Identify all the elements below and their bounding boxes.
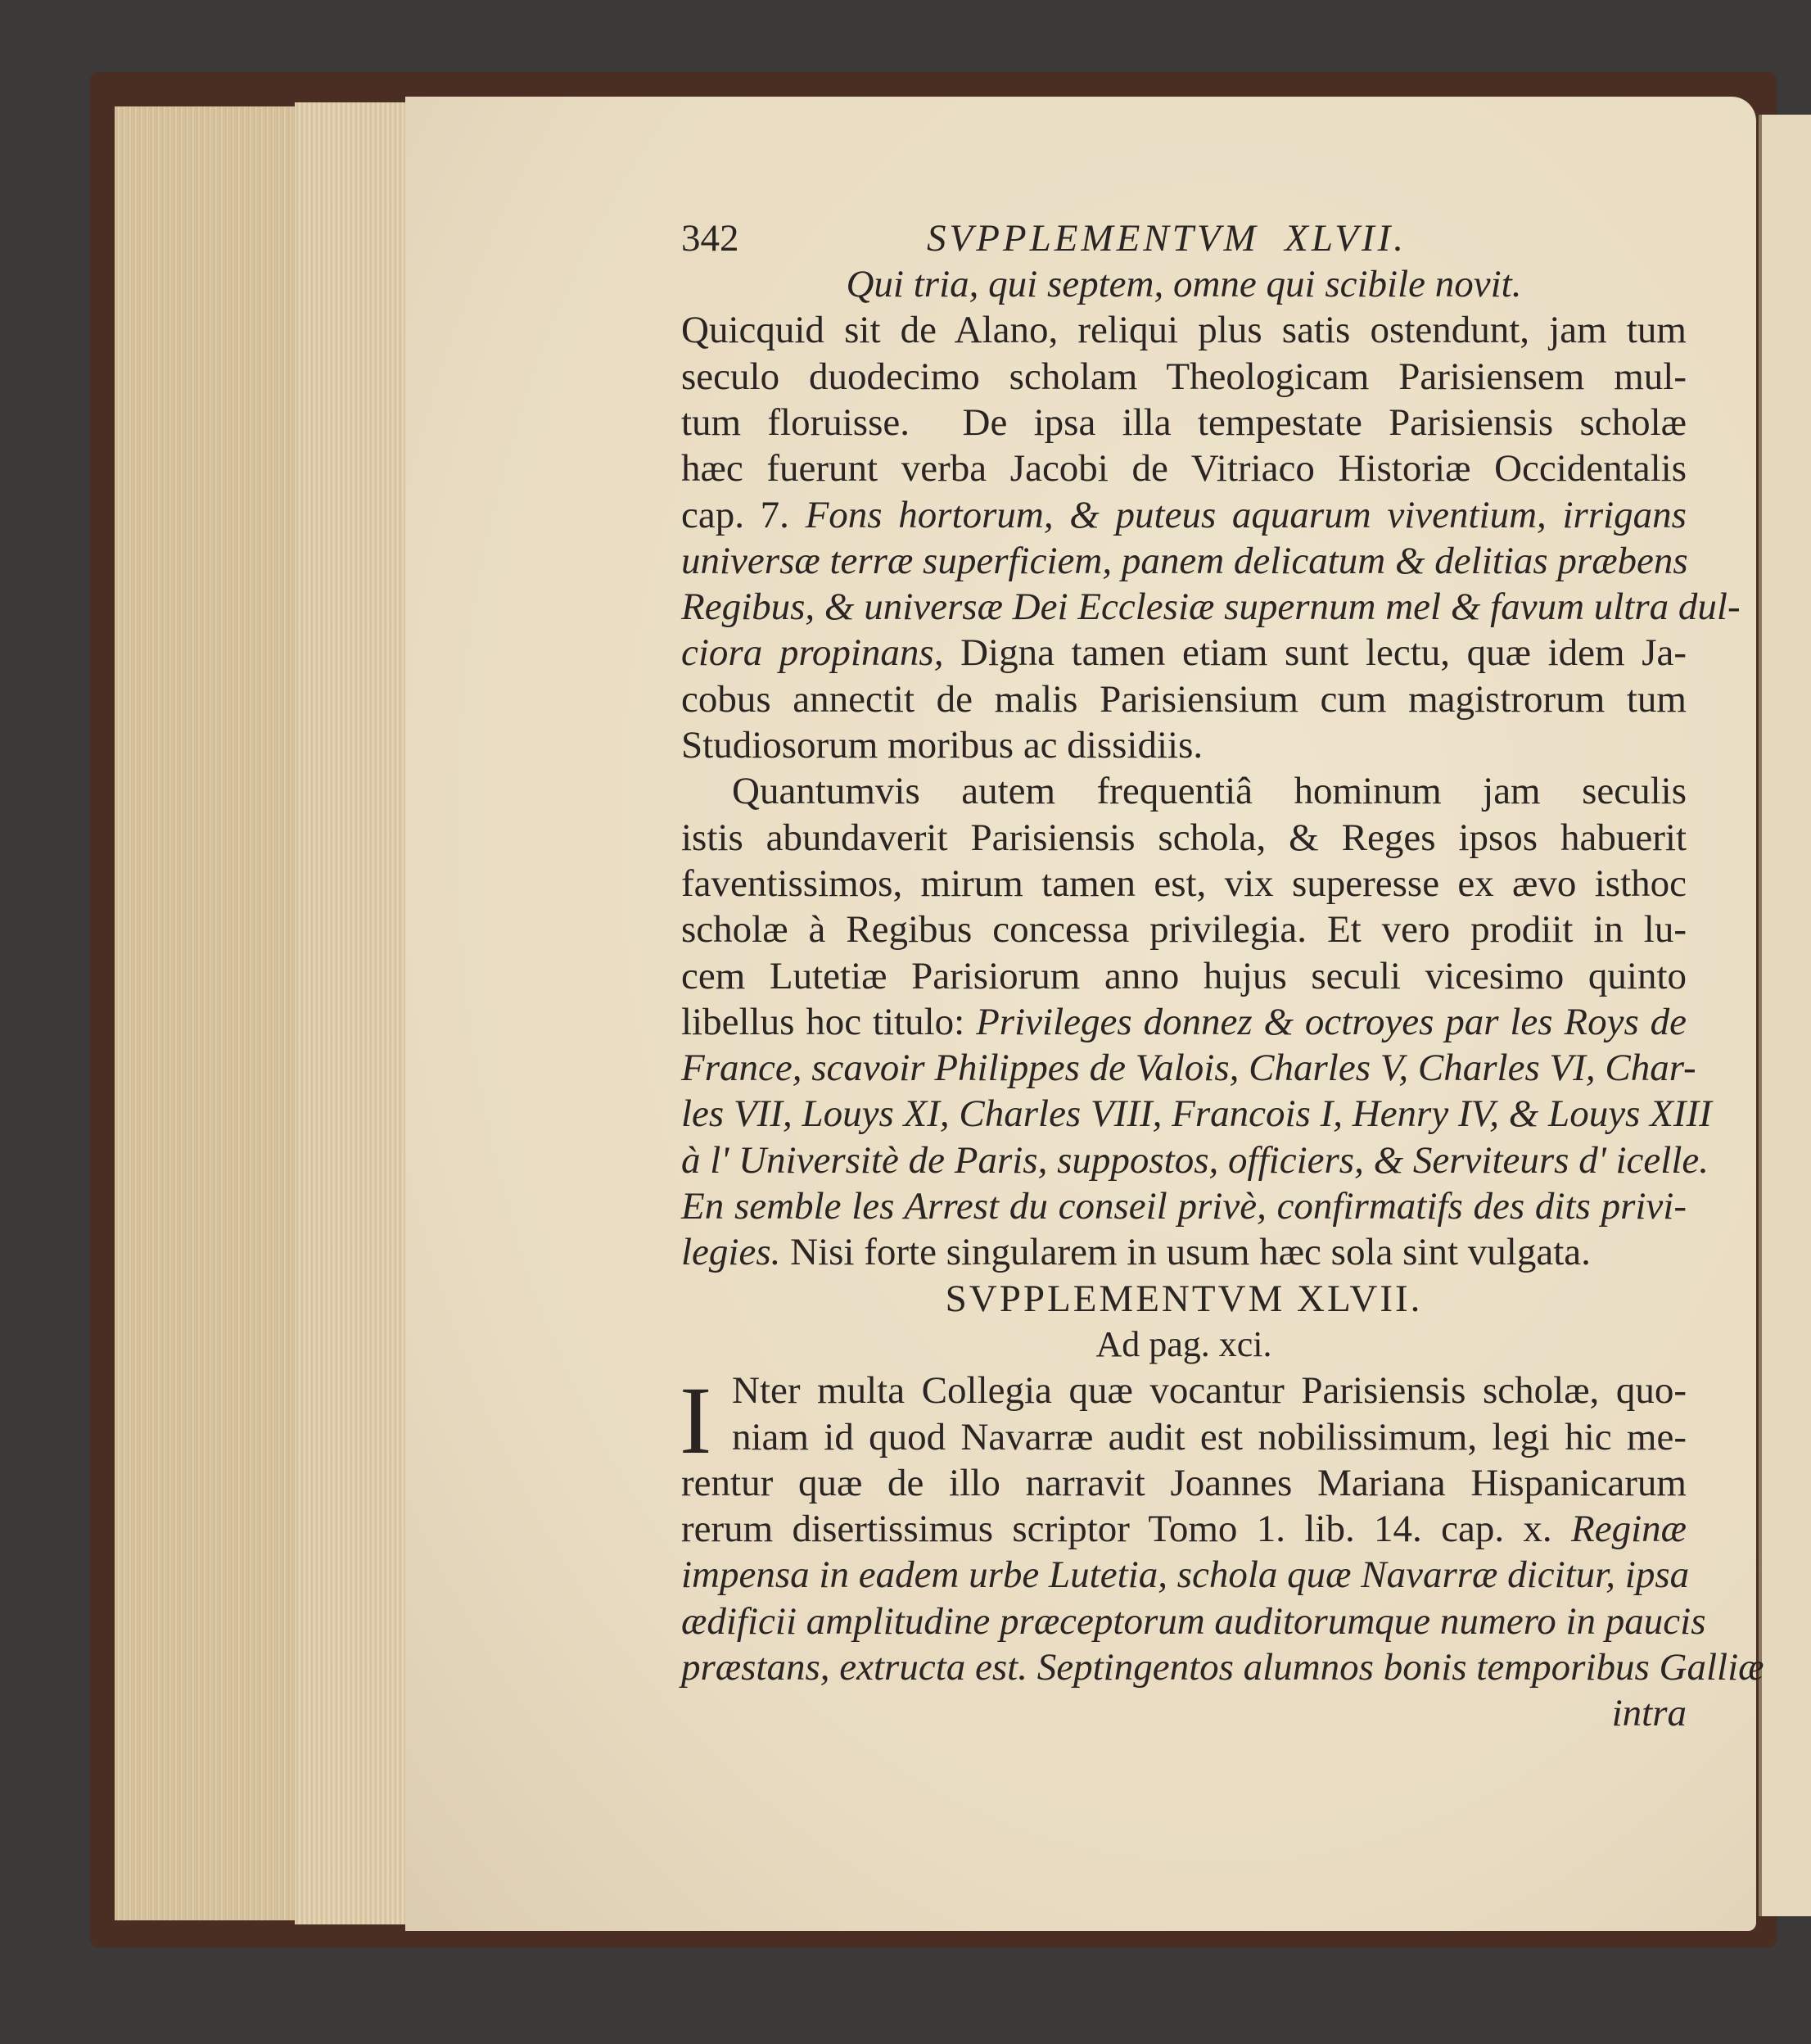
text-line <box>681 861 1687 907</box>
italic-text: Reginæ <box>1571 1508 1687 1551</box>
page-number: 342 <box>681 217 739 260</box>
text-line <box>681 584 1741 630</box>
text-line <box>681 1091 1712 1137</box>
roman-text: Studiosorum moribus ac dissidiis. <box>681 724 1204 766</box>
text-line <box>681 953 1687 999</box>
text-line <box>681 1276 1687 1322</box>
text-line <box>681 492 1687 538</box>
roman-text: tum floruisse. De ipsa illa tempestate Parisiensis scholæ <box>681 400 1687 444</box>
page-edges-inner <box>295 102 409 1924</box>
roman-text: cem Lutetiæ Parisiorum anno hujus seculi vicesimo quinto <box>681 954 1687 997</box>
italic-text: præstans, extructa est. Septingentos alumnos bonis temporibus Galliæ <box>681 1646 1764 1689</box>
text-line <box>681 1183 1687 1229</box>
roman-text: cobus annectit de malis Parisiensium cum magistrorum tum <box>681 677 1687 721</box>
text-line <box>681 1552 1690 1598</box>
text-line <box>681 1045 1696 1091</box>
text-line <box>681 1644 1764 1690</box>
text-line <box>681 1137 1709 1183</box>
text-line <box>681 1229 1687 1275</box>
text-line <box>681 1506 1687 1552</box>
roman-text: Quantumvis autem frequentiâ hominum jam seculis <box>732 770 1687 813</box>
text-line <box>681 445 1687 491</box>
italic-text: ædificii amplitudine præceptorum auditorumque numero in paucis <box>681 1599 1706 1643</box>
roman-text: SVPPLEMENTVM XLVII. <box>945 1277 1423 1320</box>
roman-text: libellus hoc titulo: <box>681 1000 977 1043</box>
text-line <box>681 815 1687 861</box>
text-line <box>681 1322 1687 1368</box>
text-line <box>681 999 1687 1045</box>
text-line <box>681 307 1687 353</box>
text-line <box>681 1460 1687 1506</box>
roman-text: Nter multa Collegia quæ vocantur Parisiensis scholæ, quo- <box>732 1369 1687 1413</box>
text-line <box>681 1414 1687 1460</box>
roman-text: rerum disertissimus scriptor Tomo 1. lib. 14. cap. x. <box>681 1508 1572 1551</box>
roman-text: Quicquid sit de Alano, reliqui plus satis ostendunt, jam tum <box>681 309 1687 352</box>
running-header <box>681 215 1687 261</box>
italic-text: France, scavoir Philippes de Valois, Charles V, Charles VI, Char- <box>681 1047 1696 1090</box>
text-line <box>681 261 1687 307</box>
italic-text: legies. <box>681 1231 791 1274</box>
italic-text: Regibus, & universæ Dei Ecclesiæ supernum mel & favum ultra dul- <box>681 586 1741 629</box>
italic-text: Qui tria, qui septem, omne qui scibile novit. <box>846 263 1522 305</box>
italic-text: En semble les Arrest du conseil privè, confirmatifs des dits privi- <box>681 1185 1687 1228</box>
roman-text: seculo duodecimo scholam Theologicam Parisiensem mul- <box>681 355 1687 398</box>
text-line <box>681 1690 1687 1736</box>
roman-text: cap. 7. <box>681 493 806 536</box>
text-line <box>681 907 1687 952</box>
text-line <box>681 354 1687 400</box>
drop-cap: I <box>680 1367 712 1474</box>
italic-text: intra <box>1611 1692 1687 1735</box>
roman-text: Ad pag. xci. <box>1095 1323 1272 1364</box>
italic-text: ciora propinans, <box>681 631 961 675</box>
italic-text: Privileges donnez & octroyes par les Roys de <box>976 1000 1687 1043</box>
roman-text: hæc fuerunt verba Jacobi de Vitriaco Historiæ Occidentalis <box>681 447 1687 491</box>
facing-page-edge <box>1759 115 1811 1916</box>
text-line <box>681 1368 1687 1413</box>
roman-text: Nisi forte singularem in usum hæc sola sint vulgata. <box>790 1231 1591 1274</box>
roman-text: niam id quod Navarræ audit est nobilissimum, legi hic me- <box>732 1415 1687 1458</box>
italic-text: Fons hortorum, & puteus aquarum viventium, irrigans <box>805 493 1687 536</box>
text-line <box>681 400 1687 445</box>
italic-text: universæ terræ superficiem, panem delicatum & delitias præbens <box>681 539 1688 582</box>
roman-text: faventissimos, mirum tamen est, vix superesse ex ævo isthoc <box>681 861 1687 905</box>
text-line <box>681 1599 1706 1644</box>
text-line <box>681 676 1687 722</box>
roman-text: scholæ à Regibus concessa privilegia. Et vero prodiit in lu- <box>681 908 1687 952</box>
text-line <box>681 538 1687 584</box>
italic-text: impensa in eadem urbe Lutetia, schola quæ Navarræ dicitur, ipsa <box>681 1553 1690 1597</box>
italic-text: les VII, Louys XI, Charles VIII, Francois I, Henry IV, & Louys XIII <box>681 1092 1712 1136</box>
running-head-title: SVPPLEMENTVM XLVII. <box>927 217 1407 260</box>
roman-text: rentur quæ de illo narravit Joannes Mariana Hispanicarum <box>681 1461 1687 1504</box>
roman-text: Digna tamen etiam sunt lectu, quæ idem Ja- <box>960 631 1687 675</box>
italic-text: à l' Universitè de Paris, suppostos, officiers, & Serviteurs d' icelle. <box>681 1138 1709 1182</box>
text-line <box>681 768 1687 814</box>
text-line <box>681 630 1687 676</box>
text-line <box>681 722 1687 768</box>
roman-text: istis abundaverit Parisiensis schola, & Reges ipsos habuerit <box>681 816 1687 859</box>
